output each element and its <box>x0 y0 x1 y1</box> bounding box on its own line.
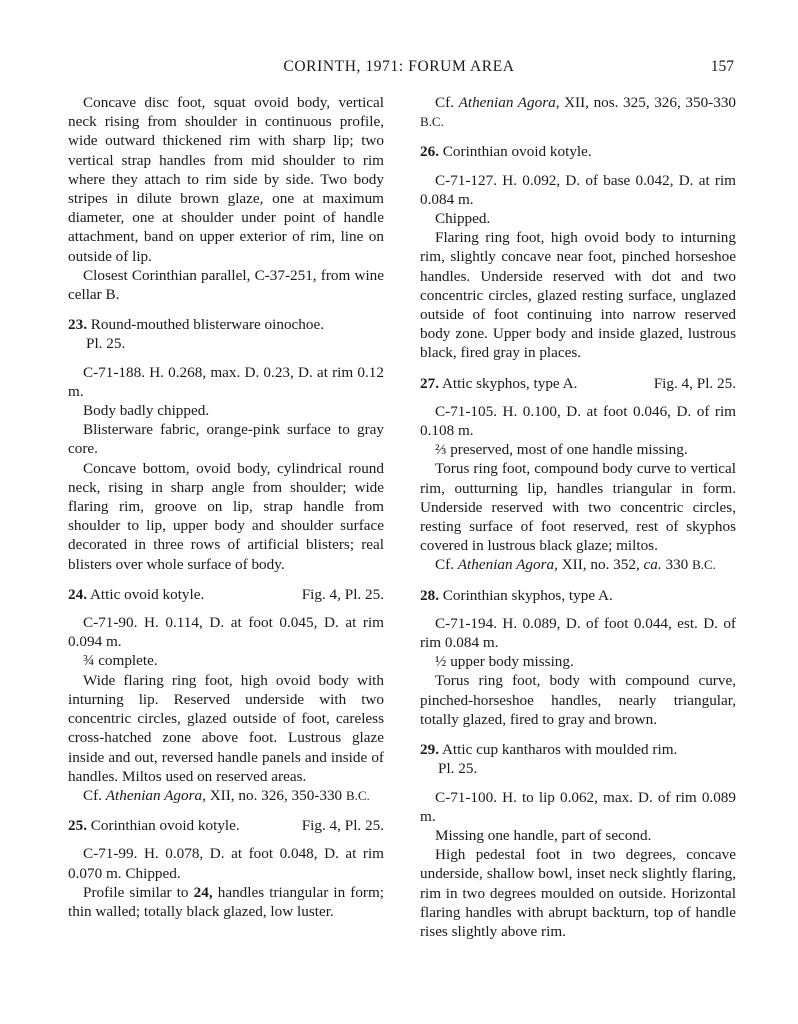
entry-description: Concave bottom, ovoid body, cylindrical round neck, rising in sharp angle from shoulder; wide flaring rim, groove on lip, strap handle from shoulder to lip, upper body and shoulder surface decorated in three rows of artificial blisters; real blisters over whole surface of body. <box>68 459 384 573</box>
figure-reference: Fig. 4, Pl. 25. <box>301 585 384 603</box>
cf-era: B.C. <box>345 787 370 803</box>
running-title: CORINTH, 1971: FORUM AREA <box>283 58 515 75</box>
entry-heading <box>68 315 384 353</box>
entry-title: Corinthian skyphos, type A. <box>442 586 613 604</box>
cf-work: Athenian Agora, <box>457 556 558 574</box>
cf-era: B.C. <box>692 557 716 573</box>
cf-reference: XII, no. 352, <box>561 556 640 574</box>
desc-text: Profile similar to <box>83 883 189 901</box>
cf-year: 330 <box>665 556 689 574</box>
entry-dimensions: C-71-127. H. 0.092, D. of base 0.042, D. at rim 0.084 m. <box>420 171 736 208</box>
cf-work: Athenian Agora, <box>105 786 206 804</box>
plate-reference: Pl. 25. <box>438 760 478 778</box>
cf-work: Athenian Agora, <box>458 94 560 111</box>
entry-number: 24. <box>68 585 87 603</box>
entry-number: 29. <box>420 741 439 759</box>
entry-comparanda <box>68 786 384 805</box>
running-head <box>0 58 798 80</box>
entry-title: Attic cup kantharos with moulded rim. <box>441 741 678 759</box>
cf-circa: ca. <box>643 556 662 574</box>
entry-number: 25. <box>68 817 87 835</box>
entry-dimensions: C-71-194. H. 0.089, D. of foot 0.044, est. D. of rim 0.084 m. <box>420 614 736 652</box>
entry-dimensions: C-71-105. H. 0.100, D. at foot 0.046, D. of rim 0.108 m. <box>420 402 736 440</box>
entry-number: 27. <box>420 374 439 392</box>
catalogue-entry-25 <box>68 816 384 921</box>
entry-number: 28. <box>420 586 439 604</box>
entry-condition: Missing one handle, part of second. <box>435 826 652 844</box>
catalogue-entry-24 <box>68 585 384 805</box>
plate-reference: Pl. 25. <box>86 335 126 353</box>
entry-title: Attic skyphos, type A. <box>441 374 578 392</box>
entry-condition: ½ upper body missing. <box>435 653 574 671</box>
entry-number: 23. <box>68 316 87 334</box>
cf-label: Cf. <box>435 94 454 111</box>
entry-comparanda <box>420 555 736 574</box>
right-column <box>420 93 736 941</box>
cross-reference: 24, <box>193 883 213 901</box>
cf-era: B.C. <box>420 114 444 130</box>
entry-dimensions: C-71-99. H. 0.078, D. at foot 0.048, D. at rim 0.070 m. Chipped. <box>68 845 384 882</box>
catalogue-entry-23 <box>68 315 384 574</box>
entry-description <box>68 883 384 921</box>
intro-description: Concave disc foot, squat ovoid body, vertical neck rising from shoulder in continuous profile, wide outward thickened rim with sharp lip; two vertical strap handles from mid shoulder to rim where they attach to rim side by side. Two body stripes in dilute brown glaze, one at maximum diameter, one at shoulder under point of handle attachment, band on upper exterior of rim, line on outside of lip. <box>68 94 384 265</box>
carryover-comparanda <box>420 93 736 131</box>
cf-label: Cf. <box>435 556 454 574</box>
entry-heading <box>68 585 384 604</box>
entry-dimensions: C-71-100. H. to lip 0.062, max. D. of rim 0.089 m. <box>420 788 736 825</box>
desc-text: handles triangular in form; thin walled; totally black glazed, low luster. <box>68 883 385 920</box>
entry-title: Round-mouthed blisterware oinochoe. <box>90 316 325 334</box>
entry-condition: ¾ complete. <box>83 652 158 670</box>
catalogue-entry-26 <box>420 142 736 362</box>
entry-heading <box>420 142 736 161</box>
entry-title: Corinthian ovoid kotyle. <box>442 143 592 161</box>
figure-reference: Fig. 4, Pl. 25. <box>301 817 384 835</box>
figure-reference: Fig. 4, Pl. 25. <box>653 374 736 392</box>
catalogue-entry-28 <box>420 586 736 729</box>
intro-parallel: Closest Corinthian parallel, C-37-251, from wine cellar B. <box>68 266 384 304</box>
entry-heading <box>420 586 736 605</box>
entry-description: Torus ring foot, body with compound curve, pinched-horseshoe handles, nearly triangular, totally glazed, fired to gray and brown. <box>420 672 736 728</box>
cf-reference: XII, no. 326, 350-330 <box>209 786 343 804</box>
left-column <box>68 93 384 921</box>
entry-condition: Chipped. <box>435 210 491 228</box>
cf-label: Cf. <box>83 786 102 804</box>
entry-title: Corinthian ovoid kotyle. <box>90 817 240 835</box>
entry-heading <box>420 374 736 393</box>
page-number: 157 <box>710 58 734 75</box>
entry-number: 26. <box>420 143 439 161</box>
entry-description: Wide flaring ring foot, high ovoid body with inturning lip. Reserved underside with two concentric circles, glazed outside of foot, careless cross-hatched zone above foot. Lustrous glaze inside and out, reversed handle panels and inside of handles. Miltos used on reserved areas. <box>68 671 384 785</box>
entry-condition: Body badly chipped. <box>83 402 210 420</box>
entry-dimensions: C-71-90. H. 0.114, D. at foot 0.045, D. at rim 0.094 m. <box>68 614 384 651</box>
entry-description: Flaring ring foot, high ovoid body to inturning rim, slightly concave near foot, pinched horseshoe handles. Underside reserved with dot and two concentric circles, glazed resting surface, unglazed outside of foot continuing into narrow reserved body zone. Upper body and inside glazed, lustrous black, fired gray in places. <box>420 229 736 362</box>
entry-heading <box>420 740 736 778</box>
entry-description: High pedestal foot in two degrees, concave underside, shallow bowl, inset neck slightly flaring, rim in two degrees moulded on outside. Horizontal flaring handles with abrupt backturn, top of handle rises slightly above rim. <box>420 846 736 940</box>
cf-reference: XII, nos. 325, 326, 350-330 <box>564 94 737 111</box>
entry-title: Attic ovoid kotyle. <box>89 585 205 603</box>
entry-heading <box>68 816 384 835</box>
entry-description: Torus ring foot, compound body curve to vertical rim, outturning lip, handles triangular in form. Underside reserved with two concentric circles, resting surface of foot reserved, rest of skyphos covered in lustrous black glaze; miltos. <box>420 460 736 555</box>
catalogue-entry-27 <box>420 374 736 575</box>
catalogue-entry-29 <box>420 740 736 941</box>
entry-dimensions: C-71-188. H. 0.268, max. D. 0.23, D. at rim 0.12 m. <box>68 363 384 400</box>
entry-fabric: Blisterware fabric, orange-pink surface to gray core. <box>68 421 384 458</box>
entry-condition: ⅔ preserved, most of one handle missing. <box>435 441 688 459</box>
